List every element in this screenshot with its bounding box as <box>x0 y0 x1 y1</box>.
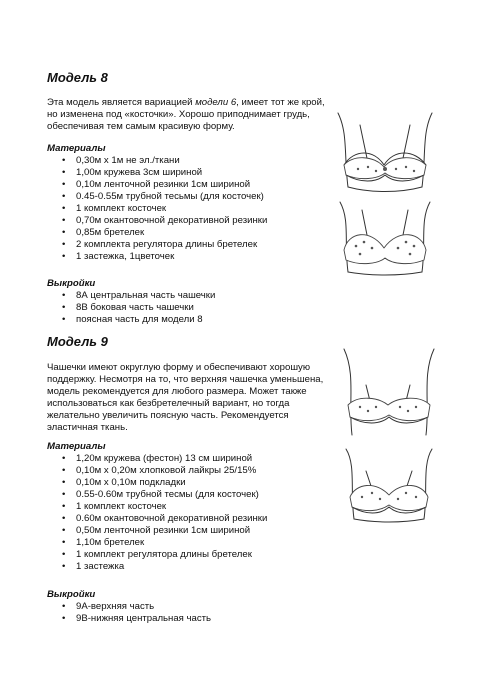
list-item: • 1 комплект косточек <box>62 203 267 215</box>
bra-sketch-model8-lace <box>330 198 440 278</box>
list-item: • 0.45-0.55м трубной тесьмы (для косточек) <box>62 191 267 203</box>
list-item: • 1 комплект косточек <box>62 501 267 513</box>
model9-patterns-heading: Выкройки <box>47 589 96 600</box>
list-item: • 0.60м окантовочной декоративной резинки <box>62 513 267 525</box>
model8-patterns-heading: Выкройки <box>47 278 96 289</box>
list-item: • 0,30м х 1м не эл./ткани <box>62 155 267 167</box>
model9-materials-heading: Материалы <box>47 441 106 452</box>
model8-intro <box>47 97 327 133</box>
list-item: • 8А центральная часть чашечки <box>62 290 215 302</box>
model8-intro-part2: , имеет тот же крой, но изменена под «косточки». Хорошо приподнимает грудь, обеспечивая тем самым красивую форму. <box>47 97 325 132</box>
list-item: • 1 комплект регулятора длины бретелек <box>62 549 267 561</box>
list-item: • 0,10м ленточной резинки 1см шириной <box>62 179 267 191</box>
model8-materials-list <box>62 155 267 263</box>
list-item: • 9А-верхняя часть <box>62 601 211 613</box>
list-item: • 0,10м х 0,20м хлопковой лайкры 25/15% <box>62 465 267 477</box>
bra-sketch-model9-lace <box>336 445 441 525</box>
list-item: • 0,50м ленточной резинки 1см шириной <box>62 525 267 537</box>
list-item: • 0.55-0.60м трубной тесмы (для косточек) <box>62 489 267 501</box>
model9-title: Модель 9 <box>47 334 108 349</box>
model8-materials-heading: Материалы <box>47 143 106 154</box>
list-item: • 1,00м кружева 3см шириной <box>62 167 267 179</box>
list-item: • 1,20м кружева (фестон) 13 см шириной <box>62 453 267 465</box>
list-item: • 1 застежка, 1цветочек <box>62 251 267 263</box>
list-item: • 9В-нижняя центральная часть <box>62 613 211 625</box>
model8-title: Модель 8 <box>47 70 108 85</box>
bra-sketch-model8-front <box>330 105 440 195</box>
list-item: • 1,10м бретелек <box>62 537 267 549</box>
bra-sketch-model9-front <box>336 345 441 440</box>
model9-materials-list <box>62 453 267 573</box>
model8-intro-part1: Эта модель является вариацией <box>47 97 196 108</box>
model9-intro: Чашечки имеют округлую форму и обеспечивают хорошую поддержку. Несмотря на то, что верхняя чашечка уменьшена, модель рекомендуется для любого размера. Может также использоваться как безбретелечный вариант, но тогда желательно увеличить поясную часть. Рекомендуется эластичная ткань. <box>47 362 324 433</box>
list-item: • 0,10м х 0,10м подкладки <box>62 477 267 489</box>
model9-patterns-list <box>62 601 211 625</box>
list-item: • 0,70м окантовочной декоративной резинки <box>62 215 267 227</box>
list-item: • 2 комплекта регулятора длины бретелек <box>62 239 267 251</box>
model8-intro-emphasis: модели 6 <box>195 97 237 108</box>
list-item: • 8В боковая часть чашечки <box>62 302 215 314</box>
list-item: • 1 застежка <box>62 561 267 573</box>
model8-patterns-list <box>62 290 215 326</box>
list-item: • 0,85м бретелек <box>62 227 267 239</box>
list-item: • поясная часть для модели 8 <box>62 314 215 326</box>
